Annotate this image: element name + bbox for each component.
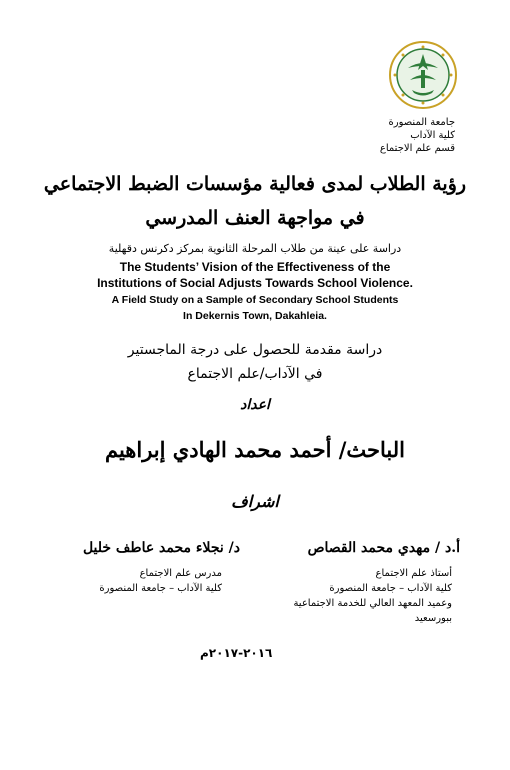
supervision-label: اشراف <box>231 492 279 511</box>
degree-line2: في الآداب/علم الاجتماع <box>187 366 323 382</box>
academic-year: ٢٠١٦-٢٠١٧م <box>200 646 273 660</box>
university-name: جامعة المنصورة <box>388 117 455 128</box>
institution-block <box>380 116 455 155</box>
supervisor1-name: أ.د / مهدي محمد القصاص <box>307 540 460 556</box>
supervisor1-city: ببورسعيد <box>414 613 452 624</box>
english-title-line1: The Students’ Vision of the Effectiveness of the <box>119 260 391 274</box>
researcher-name: الباحث/ أحمد محمد الهادي إبراهيم <box>104 437 406 462</box>
prepared-by-label: اعداد <box>240 397 270 413</box>
supervisor2-name: د/ نجلاء محمد عاطف خليل <box>82 540 240 556</box>
arabic-title-line1: رؤية الطلاب لمدى فعالية مؤسسات الضبط الاجتماعي <box>43 173 467 195</box>
department-name: قسم علم الاجتماع <box>379 143 455 154</box>
supervisor2-title: مدرس علم الاجتماع <box>139 568 222 579</box>
english-title-line4: In Dekernis Town, Dakahleia. <box>183 310 327 322</box>
supervisor1-faculty: كلية الآداب – جامعة المنصورة <box>329 583 452 594</box>
university-logo <box>388 40 458 110</box>
faculty-name: كلية الآداب <box>410 130 455 141</box>
university-seal-icon <box>388 40 458 110</box>
supervisor1-title: أستاذ علم الاجتماع <box>375 568 452 579</box>
supervisor2-faculty: كلية الآداب – جامعة المنصورة <box>99 583 222 594</box>
english-title-line2: Institutions of Social Adjusts Towards School Violence. <box>97 276 413 290</box>
supervisor1-details <box>293 566 452 626</box>
arabic-title-line2: في مواجهة العنف المدرسي <box>145 207 365 229</box>
degree-line1: دراسة مقدمة للحصول على درجة الماجستير <box>127 342 383 358</box>
supervisor1-dean: وعميد المعهد العالي للخدمة الاجتماعية <box>293 598 452 609</box>
english-title-line3: A Field Study on a Sample of Secondary School Students <box>111 294 399 306</box>
arabic-subtitle: دراسة على عينة من طلاب المرحلة الثانوية بمركز دكرنس دقهلية <box>108 242 402 255</box>
supervisor2-details <box>99 566 222 596</box>
